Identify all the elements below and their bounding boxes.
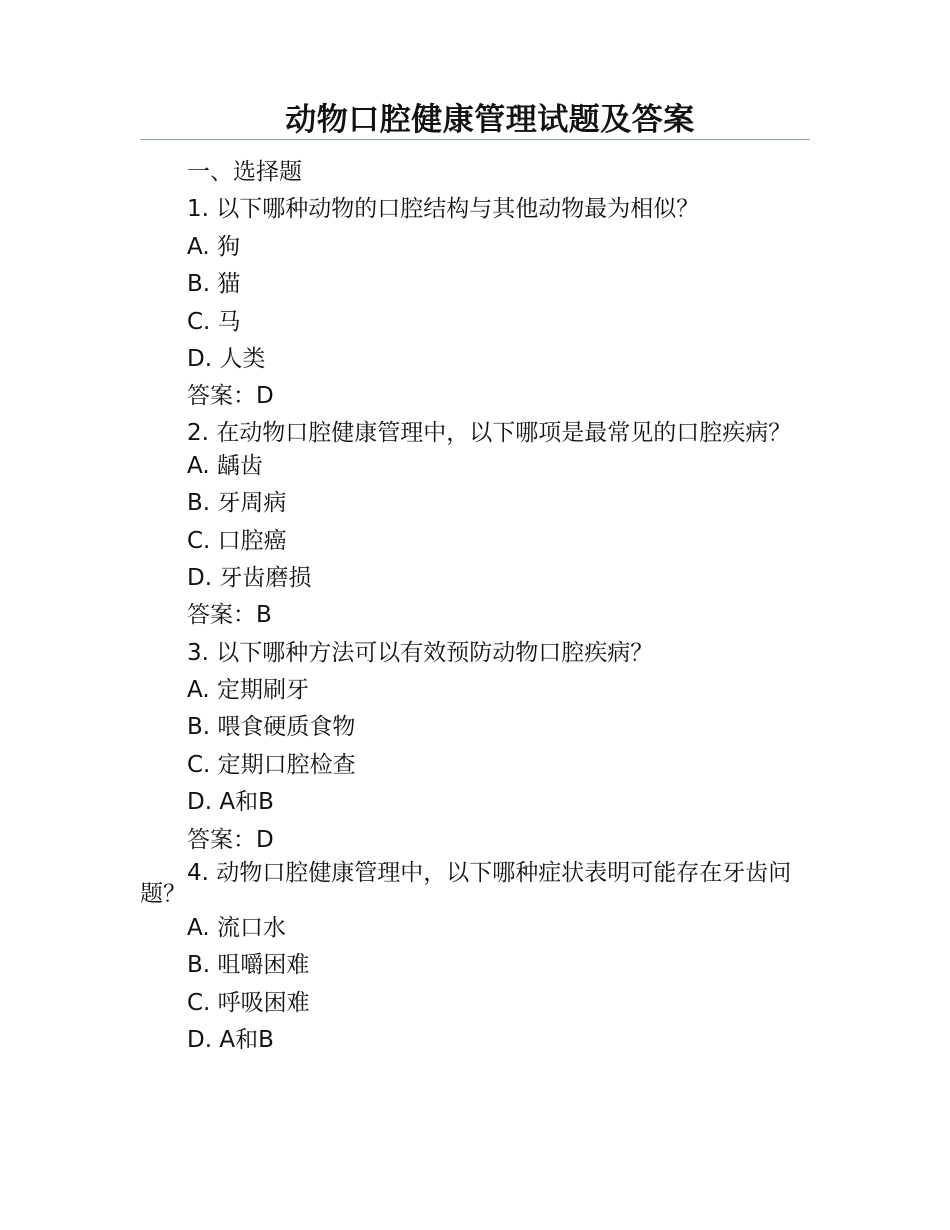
option-d: D. A和B <box>187 789 274 816</box>
question-stem: 3. 以下哪种方法可以有效预防动物口腔疾病？ <box>187 639 654 666</box>
question-stem: 4. 动物口腔健康管理中，以下哪种症状表明可能存在牙齿问题？ <box>140 860 792 908</box>
option-c: C. 口腔癌 <box>187 527 287 554</box>
option-a: A. 流口水 <box>187 915 286 942</box>
document-title: 动物口腔健康管理试题及答案 <box>285 102 695 138</box>
document-body <box>140 154 810 1060</box>
option-b: B. 牙周病 <box>187 490 287 517</box>
answer: 答案：D <box>187 383 274 410</box>
option-a: A. 狗 <box>187 233 240 260</box>
question-2 <box>140 416 810 635</box>
question-3 <box>140 635 810 859</box>
answer: 答案：D <box>187 826 274 853</box>
option-c: C. 马 <box>187 308 241 335</box>
option-d: D. 牙齿磨损 <box>187 564 312 591</box>
option-b: B. 猫 <box>187 271 241 298</box>
question-stem: 2. 在动物口腔健康管理中，以下哪项是最常见的口腔疾病？ <box>187 419 792 446</box>
option-a: A. 龋齿 <box>187 452 263 479</box>
question-1 <box>140 191 810 415</box>
option-d: D. 人类 <box>187 345 266 372</box>
title-underline <box>140 139 810 140</box>
section-heading: 一、选择题 <box>187 159 302 185</box>
option-d: D. A和B <box>187 1027 274 1054</box>
answer: 答案：B <box>187 602 272 629</box>
option-b: B. 咀嚼困难 <box>187 952 310 979</box>
question-4 <box>140 859 810 1060</box>
question-stem: 1. 以下哪种动物的口腔结构与其他动物最为相似？ <box>187 196 700 223</box>
option-a: A. 定期刷牙 <box>187 677 309 704</box>
option-c: C. 呼吸困难 <box>187 989 310 1016</box>
option-c: C. 定期口腔检查 <box>187 751 356 778</box>
option-b: B. 喂食硬质食物 <box>187 714 356 741</box>
